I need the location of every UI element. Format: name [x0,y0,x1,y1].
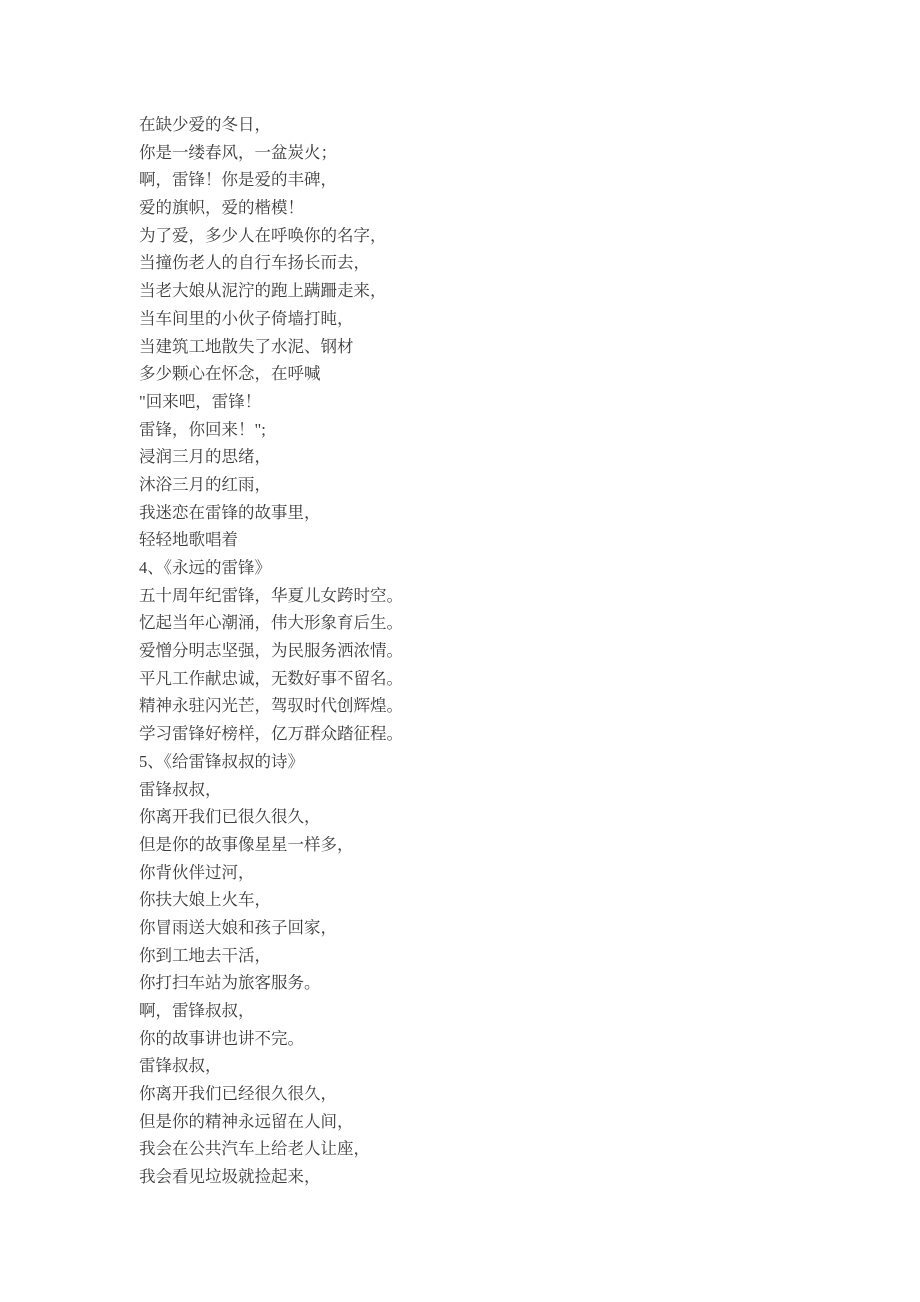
poem-line: 轻轻地歌唱着 [139,530,238,550]
poem-line: 我会看见垃圾就捡起来， [139,1167,321,1187]
poem-line: 但是你的精神永远留在人间， [139,1111,354,1131]
poem-line: 精神永驻闪光芒，驾驭时代创辉煌。 [139,696,403,716]
poem-text-block [139,111,880,1191]
poem-line: 在缺少爱的冬日， [139,115,271,134]
poem-line: 你到工地去干活， [139,945,271,965]
poem-line: 你冒雨送大娘和孩子回家， [139,917,337,937]
poem-line: 我迷恋在雷锋的故事里， [139,502,321,522]
poem-line: 多少颗心在怀念，在呼喊 [139,364,321,384]
poem-line: 五十周年纪雷锋，华夏儿女跨时空。 [139,585,403,605]
poem-line: 平凡工作献忠诚，无数好事不留名。 [139,668,403,688]
poem-line: 你打扫车站为旅客服务。 [139,973,321,993]
poem-line: 当老大娘从泥泞的跑上蹒跚走来， [139,281,387,301]
poem-line: 爱的旗帜，爱的楷模！ [139,198,304,218]
poem-line: 忆起当年心潮涌，伟大形象育后生。 [139,613,403,633]
poem-line: 但是你的故事像星星一样多， [139,834,354,854]
poem-line: 啊，雷锋叔叔， [139,1001,255,1020]
poem-line: 浸润三月的思绪， [139,447,271,467]
poem-line: 你离开我们已经很久很久， [139,1084,337,1104]
poem-line: 5、《给雷锋叔叔的诗》 [139,751,304,771]
poem-line: 你的故事讲也讲不完。 [139,1028,304,1048]
poem-line: 我会在公共汽车上给老人让座， [139,1139,370,1159]
poem-line: 你扶大娘上火车， [139,890,271,910]
poem-line: 雷锋叔叔， [139,1056,222,1076]
poem-line: 雷锋，你回来！"; [139,419,266,439]
poem-line: 当建筑工地散失了水泥、钢材 [139,336,354,356]
poem-line: 你背伙伴过河， [139,862,255,882]
poem-line: 爱憎分明志坚强，为民服务洒浓情。 [139,641,403,661]
poem-line: 沐浴三月的红雨， [139,474,271,494]
poem-line: 当车间里的小伙子倚墙打盹， [139,308,354,328]
poem-line: 4、《永远的雷锋》 [139,558,271,577]
poem-line: 雷锋叔叔， [139,779,222,799]
poem-line: 你是一缕春风，一盆炭火； [139,142,337,162]
poem-line: "回来吧，雷锋！ [139,391,262,411]
poem-line: 当撞伤老人的自行车扬长而去， [139,253,370,273]
poem-line: 啊，雷锋！你是爱的丰碑， [139,170,337,190]
poem-line: 你离开我们已很久很久， [139,807,321,827]
poem-line: 为了爱，多少人在呼唤你的名字， [139,225,387,245]
poem-line: 学习雷锋好榜样，亿万群众踏征程。 [139,724,403,744]
